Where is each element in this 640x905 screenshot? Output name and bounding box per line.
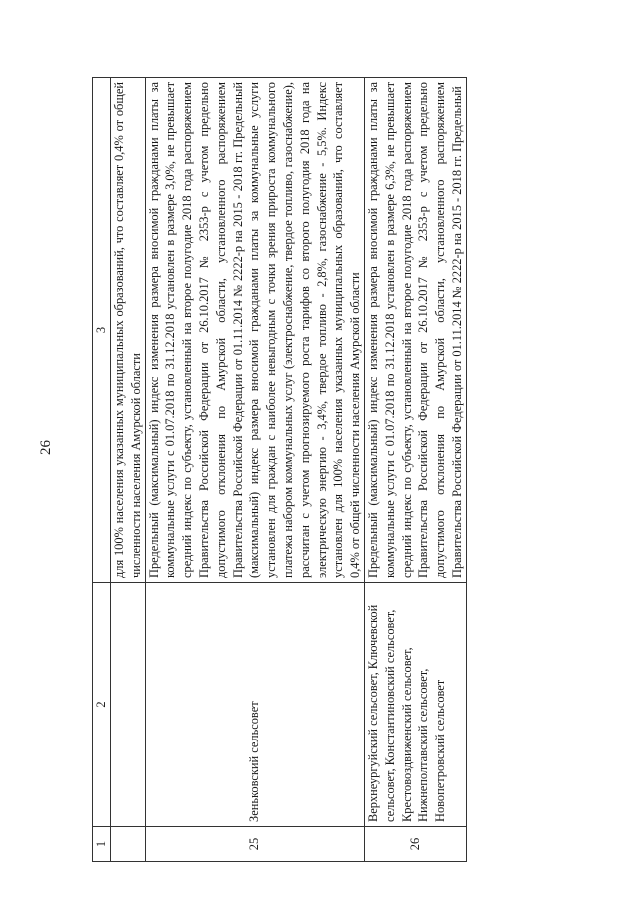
table-row xyxy=(364,78,466,862)
municipality-name: Зеньковский сельсовет xyxy=(145,583,364,827)
tariff-index-table xyxy=(92,77,467,862)
row-number: 25 xyxy=(145,827,364,862)
table-header-row xyxy=(93,78,111,862)
header-col-2: 2 xyxy=(93,583,111,827)
header-col-3: 3 xyxy=(93,78,111,583)
municipality-name xyxy=(111,583,146,827)
table-row xyxy=(111,78,146,862)
municipality-name: Верхнеургуйский сельсовет, Ключевской сельсовет, Константиновский сельсовет, Крестовоздвиженский сельсовет, Нижнеполтавский сельсовет, Новопетровский сельсовет xyxy=(364,583,466,827)
index-description: Предельный (максимальный) индекс изменения размера вносимой гражданами платы за коммунальные услуги с 01.07.2018 по 31.12.2018 установлен в размере 3,0%, не превышает средний индекс по субъекту, установленный на второе полугодие 2018 года распоряжением Правительства Российской Федерации от 26.10.2017 № 2353-р с учетом предельно допустимого отклонения по Амурской области, установленного распоряжением Правительства Российской Федерации от 01.11.2014 № 2222-р на 2015 - 2018 гг. Предельный (максимальный) индекс размера вносимой гражданами платы за коммунальные услуги установлен для граждан с наиболее невыгодным с точки зрения прироста коммунального платежа набором коммунальных услуг (электроснабжение, твердое топливо, газоснабжение), рассчитан с учетом прогнозируемого роста тарифов со второго полугодия 2018 года на электрическую энергию - 3,4%, твердое топливо - 2,8%, газоснабжение - 5,5%. Индекс установлен для 100% населения указанных муниципальных образований, что составляет 0,4% от общей численности населения Амурской области xyxy=(145,78,364,583)
index-description: Предельный (максимальный) индекс изменения размера вносимой гражданами платы за коммунальные услуги с 01.07.2018 по 31.12.2018 установлен в размере 6,3%, не превышает средний индекс по субъекту, установленный на второе полугодие 2018 года распоряжением Правительства Российской Федерации от 26.10.2017 № 2353-р с учетом предельно допустимого отклонения по Амурской области, установленного распоряжением Правительства Российской Федерации от 01.11.2014 № 2222-р на 2015 - 2018 гг. Предельный xyxy=(364,78,466,583)
header-col-1: 1 xyxy=(93,827,111,862)
page-number: 26 xyxy=(38,440,54,455)
row-number xyxy=(111,827,146,862)
table-row xyxy=(145,78,364,862)
row-number: 26 xyxy=(364,827,466,862)
rotated-table-container xyxy=(92,77,542,862)
index-description: для 100% населения указанных муниципальных образований, что составляет 0,4% от общей численности населения Амурской области xyxy=(111,78,146,583)
